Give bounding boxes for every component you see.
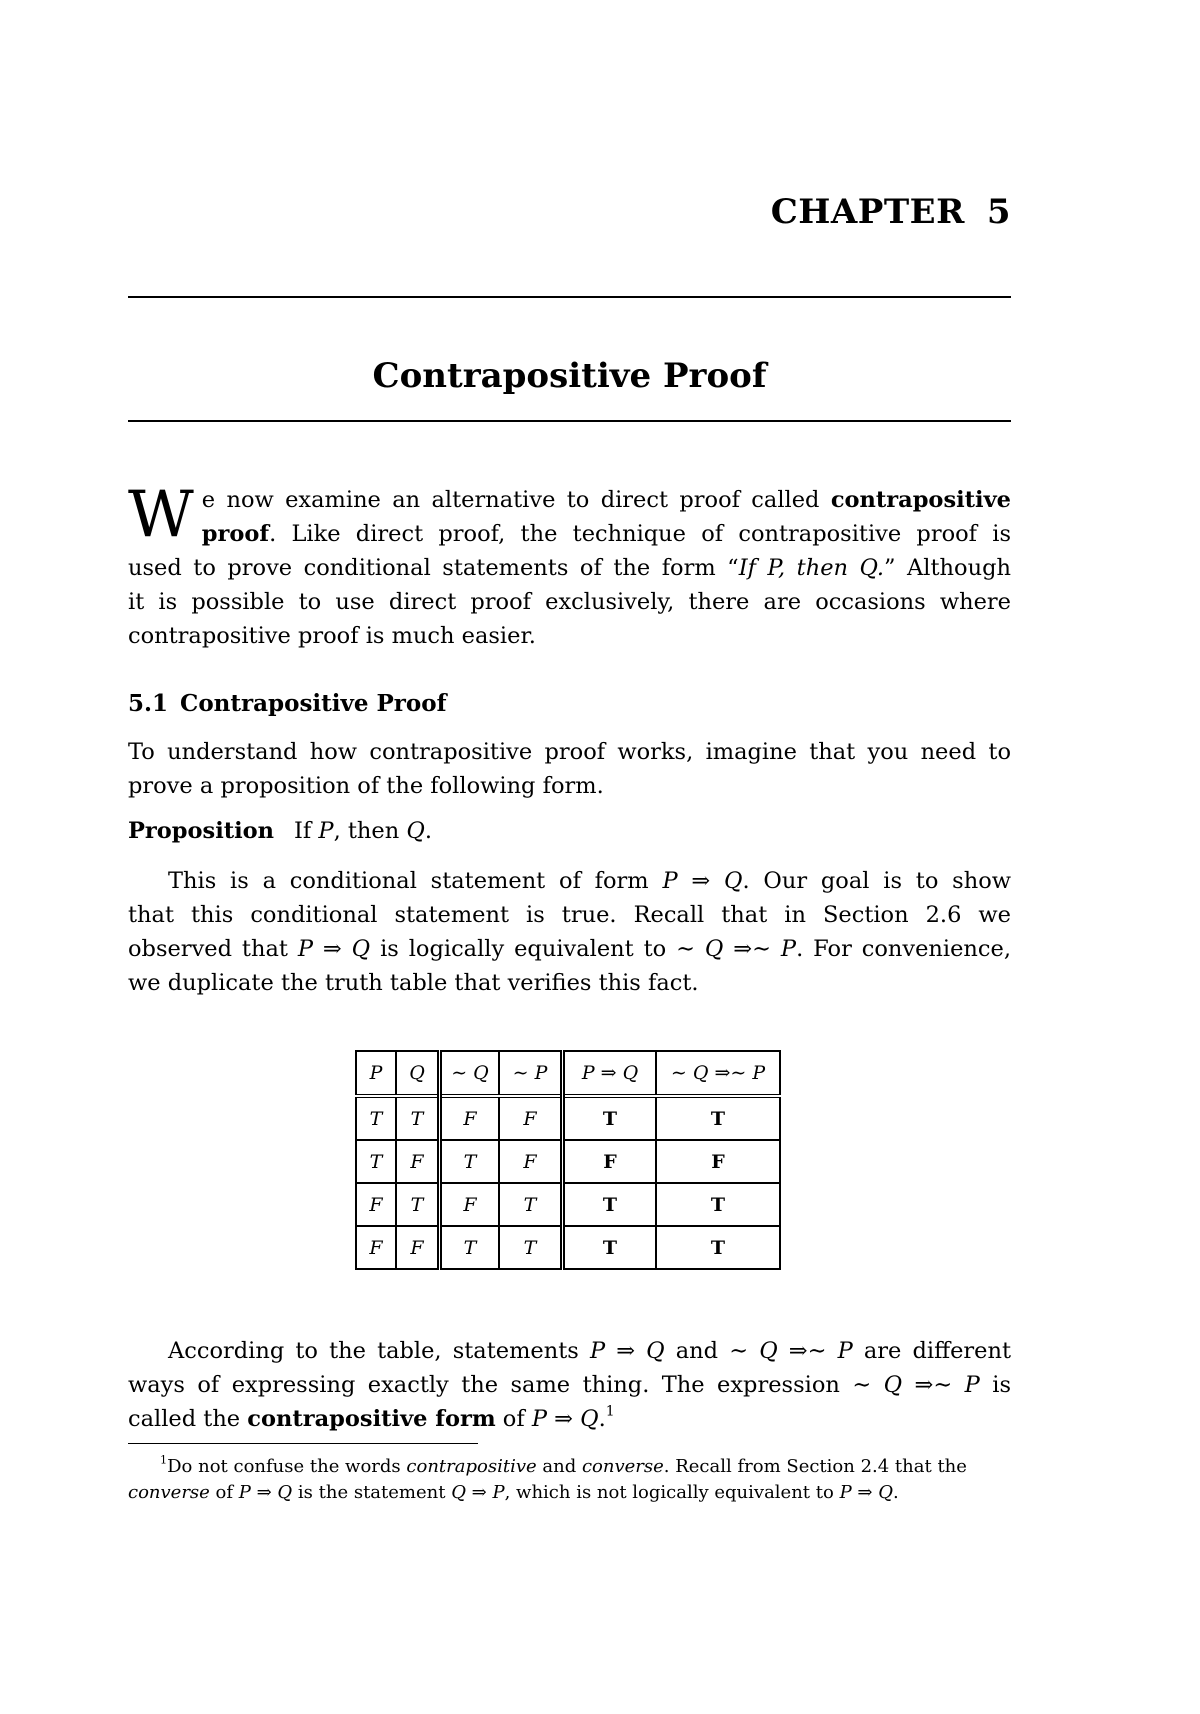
intro-line-1: e now examine an alternative to direct proof called contrapositive [201,487,1011,513]
title-rule-bottom [128,420,1011,422]
p1-line-2: prove a proposition of the following form. [128,773,604,799]
section-title: Contrapositive Proof [180,690,447,717]
title-rule-top [128,296,1011,298]
table-row [356,1096,780,1140]
drop-cap: W [128,478,194,552]
table-cell: F [440,1183,500,1226]
paragraph-1 [128,735,1011,803]
table-cell: T [656,1226,780,1269]
chapter-title: Contrapositive Proof [372,356,767,396]
footnote [128,1454,1011,1506]
intro-paragraph [128,478,1011,653]
section-heading [128,690,447,717]
table-cell: F [356,1226,396,1269]
table-cell: T [563,1096,657,1140]
table-cell: F [499,1140,563,1183]
chapter-word: CHAPTER [770,192,965,232]
table-cell: T [563,1183,657,1226]
truth-table-header-row [356,1051,780,1096]
table-cell: T [563,1226,657,1269]
table-cell: T [356,1096,396,1140]
header-cell: P ⇒ Q [563,1051,657,1096]
footnote-line-1: $^1$Do not confuse the words contrapositive and converse. Recall from Section 2.4 that the [160,1453,967,1477]
table-cell: T [656,1096,780,1140]
table-cell: F [356,1183,396,1226]
table-cell: T [499,1226,563,1269]
p3-line-2: ways of expressing exactly the same thing. The expression ∼ Q ⇒∼ P is [128,1372,1011,1398]
p3-line-3: called the contrapositive form of P ⇒ Q.$^1$ [128,1403,615,1432]
header-cell: P [356,1051,396,1096]
p3-line-1: According to the table, statements P ⇒ Q and ∼ Q ⇒∼ P are different [168,1338,1011,1364]
table-cell: F [656,1140,780,1183]
paragraph-3 [128,1334,1011,1436]
table-row [356,1183,780,1226]
table-cell: F [499,1096,563,1140]
table-cell: F [396,1226,440,1269]
paragraph-2 [128,864,1011,1000]
table-row [356,1226,780,1269]
table-cell: F [563,1140,657,1183]
table-cell: T [356,1140,396,1183]
p1-line-1: To understand how contrapositive proof works, imagine that you need to [128,739,1011,765]
header-cell: ∼ Q ⇒∼ P [656,1051,780,1096]
footnote-line-2: converse of P ⇒ Q is the statement Q ⇒ P, which is not logically equivalent to P ⇒ Q. [128,1482,899,1503]
table-cell: F [396,1140,440,1183]
header-cell: ∼ Q [440,1051,500,1096]
proposition: Proposition If P, then Q. [128,818,432,844]
intro-line-5: contrapositive proof is much easier. [128,623,536,649]
intro-line-2: proof. Like direct proof, the technique of contrapositive proof is [201,521,1011,547]
intro-line-3: used to prove conditional statements of the form “If P, then Q.” Although [128,555,1011,581]
p2-line-3: observed that P ⇒ Q is logically equivalent to ∼ Q ⇒∼ P. For convenience, [128,936,1011,962]
chapter-label [771,192,1011,232]
intro-line-4: it is possible to use direct proof exclusively, there are occasions where [128,589,1011,615]
section-number: 5.1 [128,690,169,717]
table-cell: T [396,1183,440,1226]
footnote-mark: 1 [160,1453,168,1467]
footnote-rule [128,1443,478,1444]
truth-table [355,1050,781,1270]
table-cell: T [440,1140,500,1183]
table-cell: T [440,1226,500,1269]
table-cell: F [440,1096,500,1140]
p2-line-4: we duplicate the truth table that verifies this fact. [128,970,699,996]
table-cell: T [656,1183,780,1226]
table-cell: T [499,1183,563,1226]
header-cell: ∼ P [499,1051,563,1096]
p2-line-1: This is a conditional statement of form P ⇒ Q. Our goal is to show [168,868,1011,894]
table-cell: T [396,1096,440,1140]
p2-line-2: that this conditional statement is true. Recall that in Section 2.6 we [128,902,1011,928]
table-row [356,1140,780,1183]
chapter-number: 5 [986,192,1011,232]
footnote-ref[interactable]: 1 [605,1403,615,1420]
header-cell: Q [396,1051,440,1096]
proposition-label: Proposition [128,818,275,844]
